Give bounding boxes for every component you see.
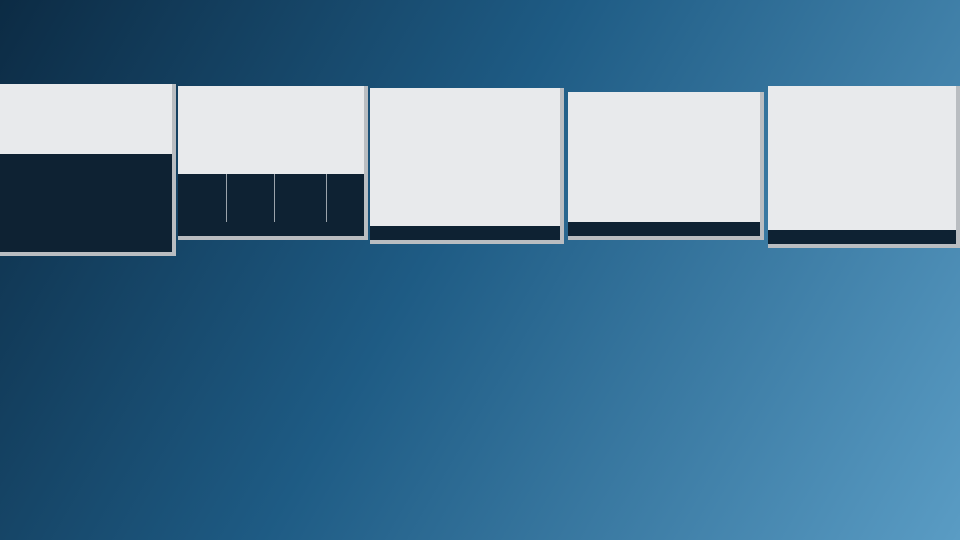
- table-may14: [0, 84, 176, 256]
- table-may16: [370, 88, 564, 244]
- table-footer: [768, 230, 956, 244]
- table-may15-vip: [178, 86, 368, 240]
- table-footer: [178, 222, 364, 236]
- table-footer: [370, 226, 560, 240]
- table-may17: [568, 92, 764, 240]
- table-may18: [768, 86, 960, 248]
- table-footer: [0, 238, 172, 252]
- table-footer: [568, 222, 760, 236]
